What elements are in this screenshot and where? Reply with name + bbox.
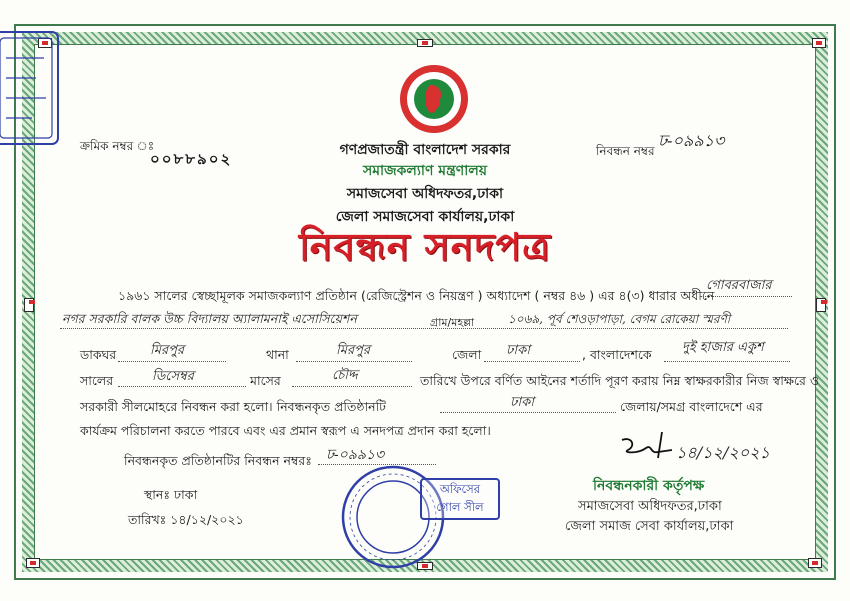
date-of-issue: তারিখঃ ১৪/১২/২০২১ [128,512,244,527]
seal-line-2: গোল সীল [436,500,484,514]
border-mid-ornament [24,298,34,312]
corner-ornament [808,558,822,568]
address-handwritten: ১০৬৯, পূর্ব শেওড়াপাড়া, বেগম রোকেয়া স্মরণী [508,312,731,326]
body-line-5: সরকারী সীলমোহরে নিবন্ধন করা হলো। নিবন্ধনকৃত প্রতিষ্ঠানটি [80,399,386,414]
authority-department: সমাজসেবা অধিদফতর,ঢাকা [578,499,722,514]
day-value-handwritten: চৌদ্দ [332,368,358,383]
month-value-handwritten: ডিসেম্বর [152,369,194,384]
jurisdiction-handwritten: ঢাকা [510,395,534,410]
fill-line [60,328,788,329]
registration-line-value: ঢ-০৯৯১৩ [326,447,385,463]
government-heading: গণপ্রজাতন্ত্রী বাংলাদেশ সরকার [339,142,511,158]
body-line-1: ১৯৬১ সালের স্বেচ্ছামূলক সমাজকল্যাণ প্রতিষ্ঠান (রেজিস্ট্রেশন ও নিয়ন্ত্রণ ) অধ্যাদেশ ( নম্বর ৪৬ ) এর ৪(৩) ধারার অধীনে [118,288,715,303]
fill-line [664,361,790,362]
body-line-6: কার্যক্রম পরিচালনা করতে পারবে এবং এর প্রমান স্বরূপ এ সনদপত্র প্রদান করা হলো। [80,423,491,438]
body-line-4: তারিখে উপরে বর্ণিত আইনের শর্তাদি পূরণ করায় নিম্ন স্বাক্ষরকারীর নিজ স্বাক্ষরে ও [420,373,820,388]
organization-name-handwritten: নগর সরকারি বালক উচ্চ বিদ্যালয় অ্যালামনাই এসোসিয়েশন [62,311,357,326]
fill-line [296,361,412,362]
corner-ornament [26,558,40,568]
serial-number-label: ক্রমিক নম্বর ঃ [80,139,155,153]
ministry-heading: সমাজকল্যাণ মন্ত্রণালয় [363,163,487,179]
fill-line [292,386,412,387]
district-label: জেলা [452,347,482,362]
border-mid-ornament [417,39,433,47]
border-mid-ornament [816,298,826,312]
fill-line [118,386,246,387]
fill-line [118,361,226,362]
fill-line [484,361,580,362]
authority-office: জেলা সমাজ সেবা কার্যালয়,ঢাকা [565,519,734,534]
district-value: ঢাকা [506,343,530,358]
signature-date: ১৪/১২/২০২১ [676,443,770,462]
body-line-5-end: জেলায়/সমগ্র বাংলাদেশে এর [620,399,763,414]
left-registration-seal [0,18,72,158]
government-emblem-icon [398,63,470,135]
registration-line-label: নিবন্ধনকৃত প্রতিষ্ঠানটির নিবন্ধন নম্বরঃ [124,453,312,468]
registration-number-label: নিবন্ধন নম্বর [596,144,655,158]
post-office-label: ডাকঘর [80,347,117,362]
place-of-issue: স্থানঃ ঢাকা [144,487,198,502]
certificate-title: নিবন্ধন সনদপত্র [298,224,552,269]
registration-number-handwritten: ঢ-০৯৯১৩ [658,131,725,150]
month-label: মাসের [250,373,281,388]
seal-line-1: অফিসের [439,482,481,496]
year-label: সালের [80,373,114,388]
department-heading: সমাজসেবা অধিদফতর,ঢাকা [346,186,504,202]
area-name-handwritten: গোবরবাজার [706,278,772,293]
post-office-value: মিরপুর [150,343,185,358]
corner-ornament [812,38,826,48]
year-in-words-handwritten: দুই হাজার একুশ [682,340,764,355]
registering-authority: নিবন্ধনকারী কর্তৃপক্ষ [593,478,705,494]
fill-line [440,412,616,413]
office-seal-label [420,478,500,520]
fill-line [700,296,792,297]
serial-number: ০০৮৮৯০২ [150,150,233,168]
village-label: গ্রাম/মহল্লা [430,316,475,329]
bangladesh-label: , বাংলাদেশকে [582,347,652,362]
office-heading: জেলা সমাজসেবা কার্যালয়,ঢাকা [335,209,515,225]
thana-label: থানা [266,347,289,362]
thana-value: মিরপুর [336,343,371,358]
